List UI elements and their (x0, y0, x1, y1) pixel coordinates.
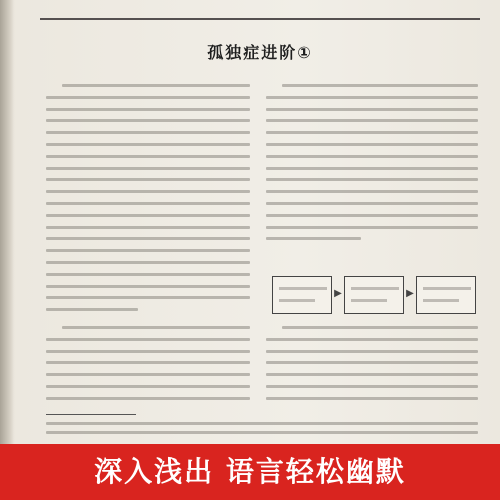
book-gutter-shadow (0, 0, 14, 444)
footnote-rule (46, 414, 136, 415)
text-line (266, 190, 478, 193)
body-column-left (46, 80, 250, 412)
text-line (279, 287, 327, 290)
text-line (46, 143, 250, 146)
text-line (266, 338, 478, 341)
text-line (266, 350, 478, 353)
text-line (46, 155, 250, 158)
text-line (46, 249, 250, 252)
text-line (266, 178, 478, 181)
diagram-box-after (416, 276, 476, 314)
text-line (279, 299, 315, 302)
text-line (46, 226, 250, 229)
banner-text: 深入浅出 语言轻松幽默 (94, 455, 406, 488)
text-line (46, 202, 250, 205)
text-line (46, 308, 138, 311)
arrow-right-icon: ▶ (406, 288, 414, 299)
diagram-box-behavior (344, 276, 404, 314)
diagram-label-after (416, 262, 476, 272)
text-line (46, 338, 250, 341)
text-line (46, 96, 250, 99)
text-line (46, 119, 250, 122)
text-line (46, 350, 250, 353)
text-line (46, 214, 250, 217)
text-line (62, 326, 250, 329)
text-line (266, 361, 478, 364)
text-line (46, 397, 250, 400)
text-line (266, 108, 478, 111)
text-line (351, 299, 387, 302)
text-line (46, 131, 250, 134)
text-line (266, 373, 478, 376)
text-line (46, 431, 478, 434)
text-line (46, 422, 478, 425)
text-line (46, 373, 250, 376)
text-line (46, 273, 250, 276)
text-line (46, 296, 250, 299)
text-line (266, 385, 478, 388)
text-line (62, 84, 250, 87)
text-line (46, 178, 250, 181)
text-line (46, 190, 250, 193)
text-line (266, 167, 478, 170)
text-line (46, 285, 250, 288)
text-line (282, 326, 478, 329)
text-line (266, 202, 478, 205)
text-line (46, 385, 250, 388)
text-line (266, 214, 478, 217)
diagram-box-before (272, 276, 332, 314)
text-line (46, 237, 250, 240)
text-line (46, 167, 250, 170)
text-line (266, 226, 478, 229)
text-line (266, 155, 478, 158)
flow-diagram (272, 262, 478, 316)
diagram-label-before (272, 262, 332, 272)
text-line (46, 261, 250, 264)
text-line (423, 287, 471, 290)
text-line (266, 119, 478, 122)
text-line (351, 287, 399, 290)
arrow-right-icon: ▶ (334, 288, 342, 299)
promo-banner (0, 444, 500, 500)
footnote (46, 420, 478, 444)
section-title: 孤独症进阶① (207, 43, 313, 62)
text-line (266, 131, 478, 134)
text-line (266, 143, 478, 146)
text-line (266, 237, 361, 240)
text-line (266, 96, 478, 99)
header-rule (40, 18, 480, 20)
body-column-right (266, 80, 478, 412)
text-line (266, 397, 478, 400)
text-line (46, 108, 250, 111)
text-line (423, 299, 459, 302)
diagram-label-behavior (344, 262, 404, 272)
text-line (282, 84, 478, 87)
text-line (46, 361, 250, 364)
